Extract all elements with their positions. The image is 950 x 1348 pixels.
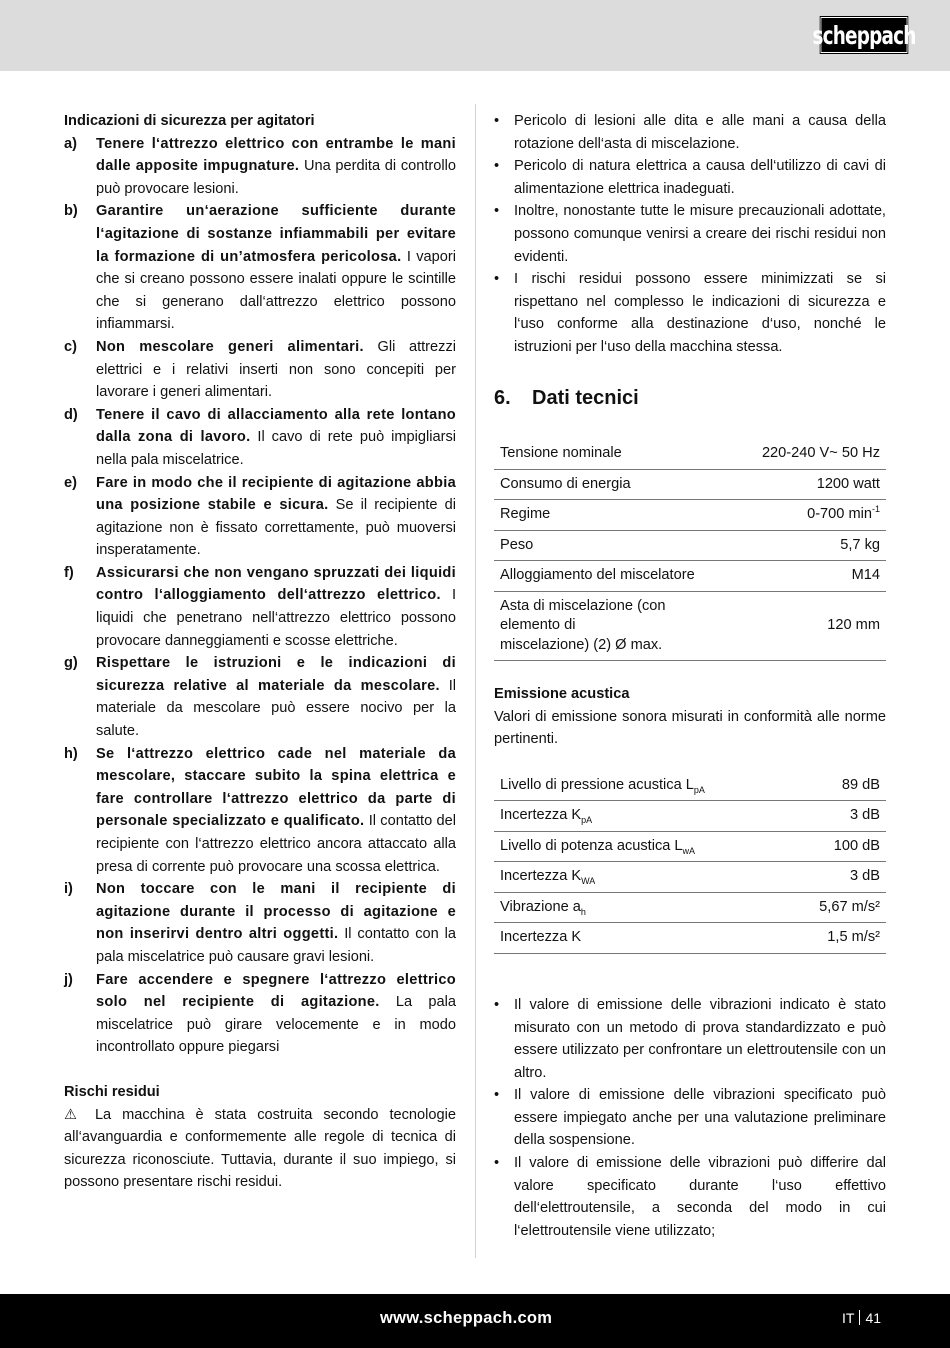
acoustic-label bbox=[494, 771, 787, 801]
acoustic-label-text: Incertezza K bbox=[500, 868, 582, 885]
acoustic-value: 5,67 m/s² bbox=[787, 892, 886, 923]
section-number: 6. bbox=[494, 386, 511, 409]
bullet-icon: • bbox=[494, 113, 500, 129]
acoustic-label-sub: WA bbox=[581, 876, 596, 887]
spec-value bbox=[756, 561, 886, 592]
acoustic-label-sub: wA bbox=[682, 845, 696, 856]
item-normal-text: Il contatto con la pala miscelatrice può causare gravi lesioni. bbox=[96, 926, 456, 965]
item-normal-text: Il contatto del recipiente con l‘attrezzo elettrico ancora attaccato alla presa di corrente può provocare una scossa elettrica. bbox=[96, 813, 456, 875]
footer-bar bbox=[0, 1294, 950, 1348]
item-text bbox=[96, 404, 456, 472]
acoustic-label-sub: pA bbox=[693, 784, 705, 795]
section-heading-acoustic: Emissione acustica bbox=[494, 686, 630, 703]
residual-risk-paragraph bbox=[64, 1104, 456, 1194]
bullet-item bbox=[494, 155, 886, 200]
technical-data-table bbox=[494, 439, 886, 661]
item-text bbox=[96, 743, 456, 879]
acoustic-value: 100 dB bbox=[787, 831, 886, 862]
acoustic-value: 3 dB bbox=[787, 801, 886, 832]
safety-item bbox=[64, 133, 456, 201]
acoustic-row bbox=[494, 862, 886, 893]
safety-item bbox=[64, 200, 456, 336]
left-column bbox=[64, 110, 456, 1194]
item-text bbox=[96, 652, 456, 742]
item-text bbox=[96, 878, 456, 968]
spec-value-text: M14 bbox=[851, 567, 880, 584]
safety-item bbox=[64, 562, 456, 652]
website-link[interactable]: www.scheppach.com bbox=[380, 1309, 553, 1327]
item-normal-text: La pala miscelatrice può girare velocemente e in modo incontrollato oppure piegarsi bbox=[96, 994, 457, 1056]
spec-row bbox=[494, 561, 886, 592]
item-normal-text: Se il recipiente di agitazione non è fissato correttamente, può muoversi insperatamente. bbox=[96, 497, 456, 559]
item-label: g) bbox=[64, 655, 78, 672]
header-bar bbox=[0, 0, 950, 71]
acoustic-label-text: Livello di potenza acustica L bbox=[500, 837, 683, 854]
acoustic-value: 1,5 m/s² bbox=[787, 923, 886, 954]
spec-row bbox=[494, 530, 886, 561]
item-bold-text: Non mescolare generi alimentari. bbox=[96, 338, 364, 355]
item-bold-text: Se l‘attrezzo elettrico cade nel materiale da mescolare, staccare subito la spina elettrica e fare controllare l‘attrezzo elettrico da parte di personale specializzato e qualificato. bbox=[96, 745, 456, 830]
residual-risk-text: La macchina è stata costruita secondo tecnologie all‘avanguardia e conformemente alle regole di tecnica di sicurezza riconosciute. Tuttavia, durante il suo impiego, si possono presentare rischi residui. bbox=[64, 1106, 456, 1191]
item-text bbox=[96, 472, 456, 562]
item-normal-text: Il cavo di rete può impigliarsi nella pala miscelatrice. bbox=[96, 429, 457, 468]
spec-value-sup: -1 bbox=[871, 504, 880, 515]
bullet-item bbox=[494, 110, 886, 155]
acoustic-label-text: Livello di pressione acustica L bbox=[500, 776, 694, 793]
spec-value-text: 0-700 min bbox=[807, 506, 872, 523]
safety-item bbox=[64, 652, 456, 742]
right-column bbox=[494, 110, 886, 1242]
acoustic-row bbox=[494, 923, 886, 954]
item-normal-text: I liquidi che penetrano nell‘attrezzo elettrico possono provocare danneggiamenti e scosse elettriche. bbox=[96, 587, 457, 649]
item-label: d) bbox=[64, 406, 78, 423]
section-heading-safety: Indicazioni di sicurezza per agitatori bbox=[64, 113, 315, 129]
item-bold-text: Tenere l‘attrezzo elettrico con entrambe le mani dalle apposite impugnature. bbox=[96, 135, 456, 175]
spec-value bbox=[756, 591, 886, 661]
item-text bbox=[96, 200, 456, 336]
acoustic-row bbox=[494, 801, 886, 832]
acoustic-label bbox=[494, 862, 787, 893]
acoustic-label-text: Vibrazione a bbox=[500, 898, 581, 915]
acoustic-row bbox=[494, 831, 886, 862]
spec-label: Asta di miscelazione (con elemento di miscelazione) (2) Ø max. bbox=[494, 591, 756, 661]
safety-item bbox=[64, 336, 456, 404]
item-label: h) bbox=[64, 745, 78, 762]
item-normal-text: I vapori che si creano possono essere inalati oppure le scintille che si generano dall‘attrezzo elettrico possono infiammarsi. bbox=[96, 248, 456, 333]
section-title-technical-data bbox=[494, 387, 886, 410]
acoustic-value: 3 dB bbox=[787, 862, 886, 893]
safety-item bbox=[64, 472, 456, 562]
bullet-text: I rischi residui possono essere minimizzati se si rispettano nel complesso le indicazioni di sicurezza e l‘uso conforme alla destinazione d‘uso, nonché le istruzioni per l‘uso della macchina stessa. bbox=[514, 271, 886, 355]
safety-item bbox=[64, 969, 456, 1059]
bullet-icon: • bbox=[494, 1087, 500, 1104]
spec-row bbox=[494, 591, 886, 661]
spec-value bbox=[756, 500, 886, 531]
item-normal-text: Una perdita di controllo può provocare lesioni. bbox=[96, 158, 457, 197]
safety-item bbox=[64, 878, 456, 968]
item-label: c) bbox=[64, 338, 77, 355]
acoustic-label-text: Incertezza K bbox=[500, 929, 582, 946]
acoustic-value: 89 dB bbox=[787, 771, 886, 801]
residual-risk-bullets bbox=[494, 110, 886, 359]
item-label: e) bbox=[64, 474, 77, 491]
item-label: j) bbox=[64, 971, 73, 988]
item-bold-text: Fare accendere e spegnere l‘attrezzo elettrico solo nel recipiente di agitazione. bbox=[96, 971, 456, 1011]
vibration-notes bbox=[494, 994, 886, 1243]
language-code: IT bbox=[842, 1310, 855, 1326]
bullet-text: Pericolo di lesioni alle dita e alle mani a causa della rotazione dell‘asta di miscelazione. bbox=[514, 113, 886, 152]
spec-row bbox=[494, 469, 886, 500]
bullet-icon: • bbox=[494, 158, 500, 175]
bullet-item bbox=[494, 200, 886, 268]
acoustic-label bbox=[494, 831, 787, 862]
spec-row bbox=[494, 500, 886, 531]
bullet-icon: • bbox=[494, 996, 500, 1013]
section-heading-residual: Rischi residui bbox=[64, 1083, 160, 1100]
spec-value bbox=[756, 469, 886, 500]
bullet-text: Pericolo di natura elettrica a causa dell‘utilizzo di cavi di alimentazione elettrica inadeguati. bbox=[514, 158, 886, 197]
warning-icon: ⚠ bbox=[64, 1106, 84, 1123]
spec-label: Peso bbox=[494, 530, 756, 561]
bullet-icon: • bbox=[494, 271, 500, 288]
section-title: Dati tecnici bbox=[532, 386, 639, 409]
safety-item bbox=[64, 743, 456, 879]
item-bold-text: Garantire un‘aerazione sufficiente durante l‘agitazione di sostanze infiammabili per evitare la formazione di un’atmosfera pericolosa. bbox=[96, 203, 456, 265]
spec-label: Tensione nominale bbox=[494, 439, 756, 469]
separator bbox=[859, 1310, 860, 1325]
page-indicator bbox=[842, 1310, 881, 1326]
spec-value-text: 120 mm bbox=[827, 617, 880, 634]
item-bold-text: Rispettare le istruzioni e le indicazioni di sicurezza relative al materiale da mescolare. bbox=[96, 655, 456, 694]
item-bold-text: Non toccare con le mani il recipiente di agitazione durante il processo di agitazione e non inserirvi dentro altri oggetti. bbox=[96, 881, 456, 943]
item-text bbox=[96, 562, 456, 652]
bullet-item bbox=[494, 268, 886, 358]
bullet-icon: • bbox=[494, 203, 500, 220]
scheppach-logo: scheppach bbox=[820, 16, 909, 54]
item-text bbox=[96, 969, 456, 1059]
item-normal-text: Gli attrezzi elettrici e i relativi inserti non sono concepiti per lavorare i generi alimentari. bbox=[96, 338, 456, 401]
spec-label: Consumo di energia bbox=[494, 469, 756, 500]
spec-label: Alloggiamento del miscelatore bbox=[494, 561, 756, 592]
item-bold-text: Assicurarsi che non vengano spruzzati dei liquidi contro l‘alloggiamento dell‘attrezzo elettrico. bbox=[96, 564, 456, 604]
bullet-text: Il valore di emissione delle vibrazioni specificato può essere impiegato anche per una valutazione preliminare della sospensione. bbox=[514, 1087, 886, 1149]
bullet-text: Il valore di emissione delle vibrazioni può differire dal valore specificato durante l‘uso effettivo dell‘elettroutensile, a seconda del modo in cui l‘elettroutensile viene utilizzato; bbox=[514, 1155, 886, 1239]
spec-label: Regime bbox=[494, 500, 756, 531]
item-label: i) bbox=[64, 881, 73, 898]
item-bold-text: Fare in modo che il recipiente di agitazione abbia una posizione stabile e sicura. bbox=[96, 474, 456, 514]
bullet-text: Inoltre, nonostante tutte le misure precauzionali adottate, possono comunque venirsi a creare dei rischi residui non evidenti. bbox=[514, 203, 886, 265]
spec-row bbox=[494, 439, 886, 469]
item-text bbox=[96, 336, 456, 404]
item-normal-text: Il materiale da mescolare può essere nocivo per la salute. bbox=[96, 677, 456, 740]
acoustic-row bbox=[494, 771, 886, 801]
acoustic-emission-table bbox=[494, 771, 886, 954]
spec-value-text: 5,7 kg bbox=[840, 536, 880, 553]
spec-value bbox=[756, 439, 886, 469]
acoustic-label bbox=[494, 801, 787, 832]
page-number: 41 bbox=[865, 1310, 882, 1326]
bullet-item bbox=[494, 1152, 886, 1242]
acoustic-label bbox=[494, 892, 787, 923]
item-label: a) bbox=[64, 135, 77, 152]
acoustic-intro: Valori di emissione sonora misurati in conformità alle norme pertinenti. bbox=[494, 708, 886, 748]
acoustic-label-text: Incertezza K bbox=[500, 807, 582, 824]
spec-value-text: 220-240 V~ 50 Hz bbox=[761, 445, 880, 462]
safety-item bbox=[64, 404, 456, 472]
item-bold-text: Tenere il cavo di allacciamento alla rete lontano dalla zona di lavoro. bbox=[96, 406, 456, 446]
bullet-icon: • bbox=[494, 1155, 500, 1172]
bullet-item bbox=[494, 1084, 886, 1152]
spec-value-text: 1200 watt bbox=[816, 475, 880, 492]
item-text bbox=[96, 133, 456, 201]
acoustic-row bbox=[494, 892, 886, 923]
column-divider bbox=[475, 104, 476, 1258]
spec-value bbox=[756, 530, 886, 561]
acoustic-label-sub: pA bbox=[581, 815, 593, 826]
safety-list bbox=[64, 133, 456, 1059]
item-label: b) bbox=[64, 203, 78, 220]
bullet-item bbox=[494, 994, 886, 1084]
bullet-text: Il valore di emissione delle vibrazioni indicato è stato misurato con un metodo di prova standardizzato e può essere utilizzato per confrontare un elettroutensile con un altro. bbox=[514, 996, 886, 1081]
item-label: f) bbox=[64, 564, 74, 581]
acoustic-label-sub: h bbox=[580, 906, 586, 917]
acoustic-label bbox=[494, 923, 787, 954]
